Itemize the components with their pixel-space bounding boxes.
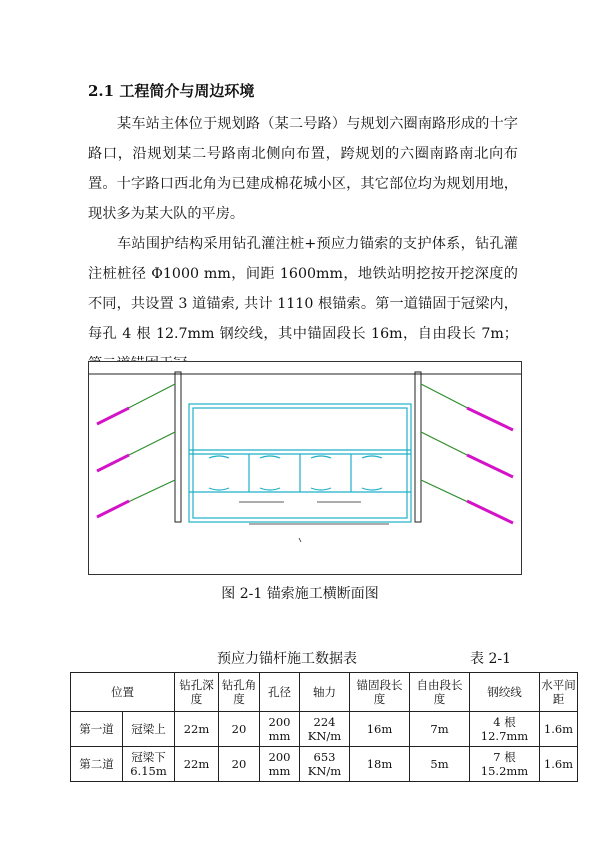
cross-section-drawing — [89, 362, 521, 574]
header-cell: 钢绞线 — [470, 673, 540, 712]
table-cell: 1.6m — [540, 712, 578, 747]
anchor-cross-section-figure — [88, 361, 522, 575]
header-cell: 钻孔深度 — [175, 673, 219, 712]
table-cell: 20 — [219, 747, 260, 782]
figure-caption: 图 2-1 锚索施工横断面图 — [221, 586, 379, 602]
table-cell: 7 根 15.2mm — [470, 747, 540, 782]
table-cell: 200 mm — [260, 712, 300, 747]
table-number: 表 2-1 — [470, 651, 511, 667]
table-cell: 16m — [350, 712, 410, 747]
table-cell: 7m — [410, 712, 470, 747]
right-anchors — [421, 384, 513, 523]
header-cell: 自由段长度 — [410, 673, 470, 712]
table-row — [71, 747, 578, 782]
table-cell: 冠梁下 6.15m — [123, 747, 175, 782]
right-pile — [415, 372, 421, 522]
table-cell: 冠梁上 — [123, 712, 175, 747]
header-cell: 钻孔角度 — [219, 673, 260, 712]
table-cell: 22m — [175, 747, 219, 782]
table-cell: 第一道 — [71, 712, 123, 747]
header-cell: 锚固段长度 — [350, 673, 410, 712]
paragraph-location: 某车站主体位于规划路（某二号路）与规划六圈南路形成的十字路口，沿规划某二号路南北侧向布置，跨规划的六圈南路南北向布置。十字路口西北角为已建成棉花城小区，其它部位均为规划用地，现状多为某大队的平房。 — [88, 116, 518, 222]
anchor-data-table — [70, 672, 578, 782]
paragraph-retaining-structure: 车站围护结构采用钻孔灌注桩+预应力锚索的支护体系，钻孔灌注桩桩径 Φ1000 mm，间距 1600mm，地铁站明挖按开挖深度的不同，共设置 3 道锚索, 共计 1110 根锚索。第一道锚固于冠梁内，每孔 4 根 12.7mm 钢绞线，其中锚固段长 16m，自由段长 7m； — [88, 236, 518, 342]
left-anchors — [97, 384, 175, 517]
table-row — [71, 712, 578, 747]
table-cell: 1.6m — [540, 747, 578, 782]
section-heading: 2.1 工程简介与周边环境 — [88, 82, 255, 100]
table-cell: 5m — [410, 747, 470, 782]
header-cell: 孔径 — [260, 673, 300, 712]
header-cell: 轴力 — [300, 673, 350, 712]
table-cell: 第二道 — [71, 747, 123, 782]
left-pile — [175, 372, 181, 522]
table-cell: 224 KN/m — [300, 712, 350, 747]
table-title: 预应力锚杆施工数据表 — [217, 651, 357, 667]
header-cell: 位置 — [71, 673, 175, 712]
table-cell: 653 KN/m — [300, 747, 350, 782]
table-cell: 200 mm — [260, 747, 300, 782]
header-cell: 水平间距 — [540, 673, 578, 712]
station-structure — [189, 404, 411, 522]
table-cell: 4 根 12.7mm — [470, 712, 540, 747]
table-cell: 18m — [350, 747, 410, 782]
table-cell: 22m — [175, 712, 219, 747]
table-cell: 20 — [219, 712, 260, 747]
table-header-row — [71, 673, 578, 712]
